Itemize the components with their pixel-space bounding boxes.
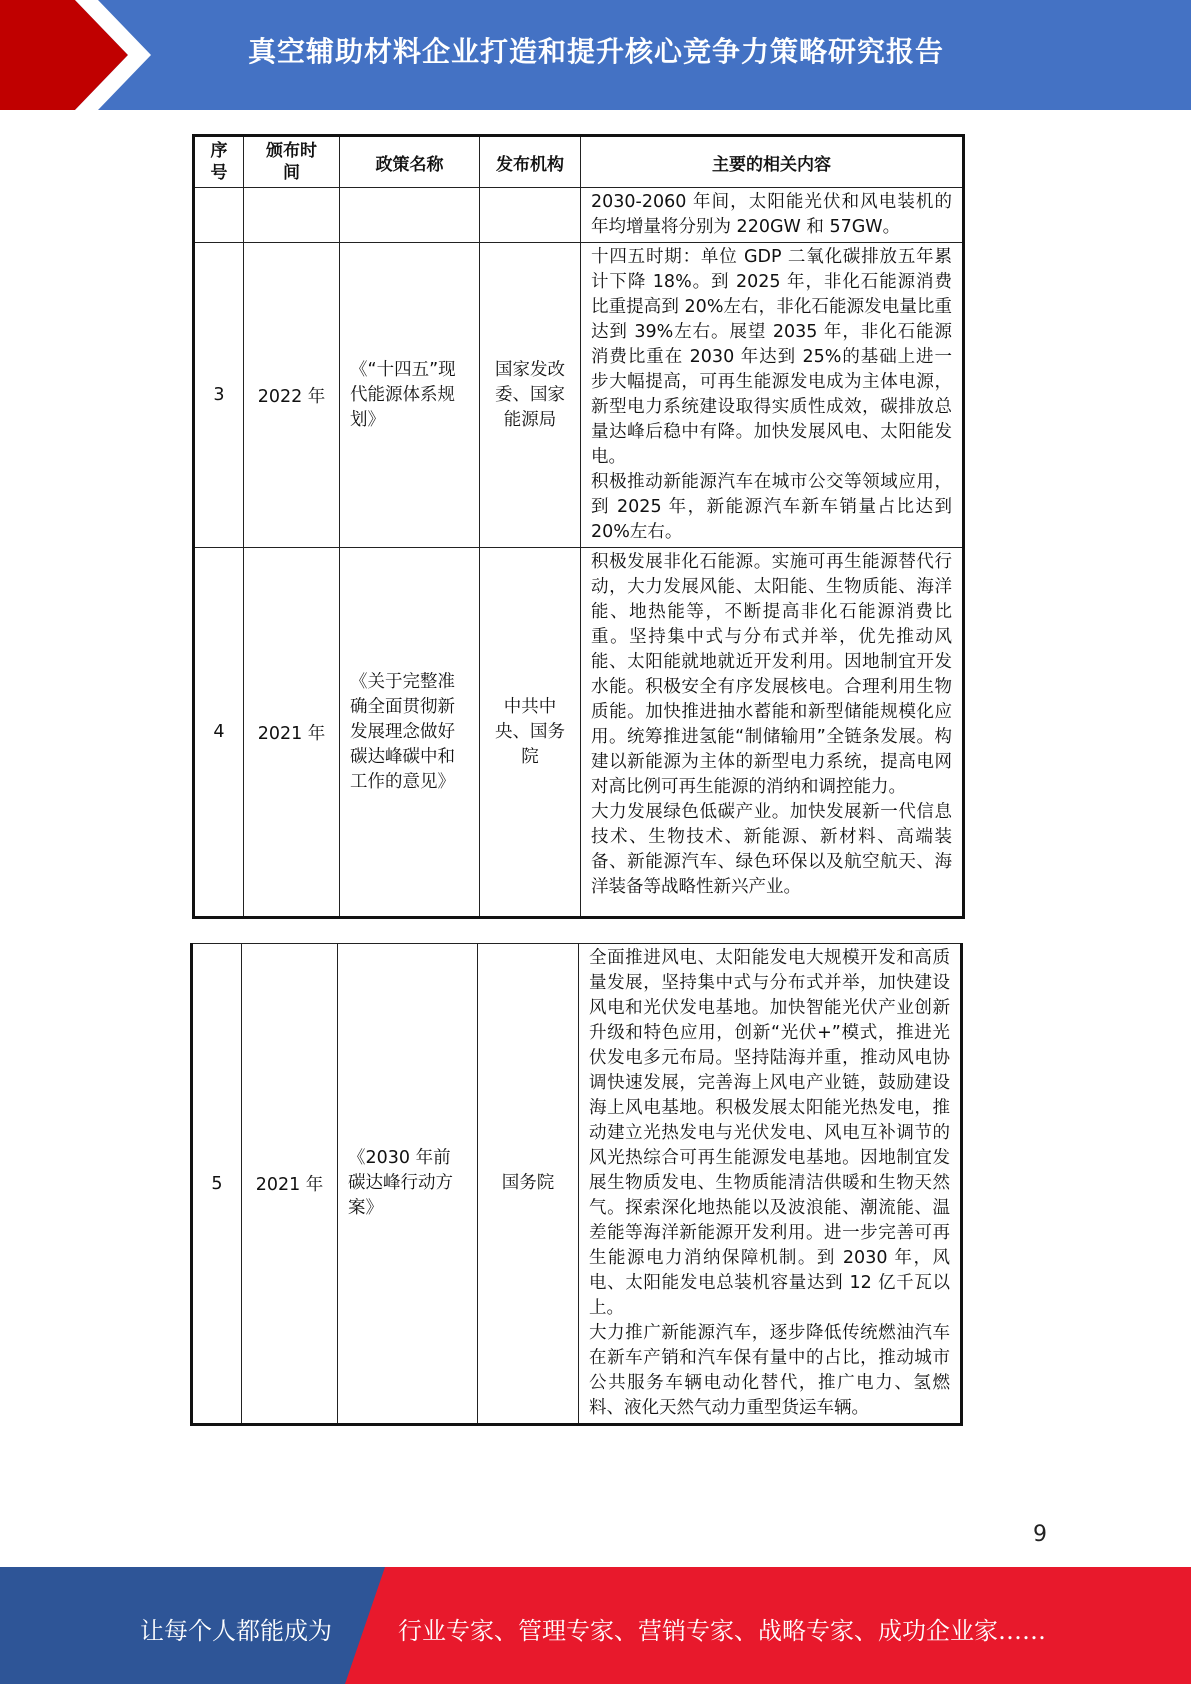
table-header-row [194,136,964,188]
content-paragraph: 积极发展非化石能源。实施可再生能源替代行动，大力发展风能、太阳能、生物质能、海洋能、地热能等，不断提高非化石能源消费比重。坚持集中式与分布式并举，优先推动风能、太阳能就地就近开发利用。因地制宜开发水能。积极安全有序发展核电。合理利用生物质能。加快推进抽水蓄能和新型储能规模化应用。统筹推进氢能“制储输用”全链条发展。构建以新能源为主体的新型电力系统，提高电网对高比例可再生能源的消纳和调控能力。 [591,552,952,797]
row-index [194,188,244,243]
row-content [581,188,964,243]
header-year: 颁布时间 [244,136,340,188]
header-policy-name: 政策名称 [340,136,480,188]
policy-table-part2 [190,943,963,1426]
row-org: 中共中央、国务院 [480,548,581,918]
header-index: 序号 [194,136,244,188]
row-policy-name: 《关于完整准确全面贯彻新发展理念做好碳达峰碳中和工作的意见》 [340,548,480,918]
page-number: 9 [1033,1522,1047,1547]
page-header [0,0,1191,110]
row-year [244,188,340,243]
row-org: 国家发改委、国家能源局 [480,243,581,548]
row-index: 5 [192,944,242,1425]
report-title: 真空辅助材料企业打造和提升核心竞争力策略研究报告 [248,35,945,68]
row-year: 2021 年 [242,944,338,1425]
page-footer [0,1567,1191,1684]
content-paragraph: 十四五时期：单位 GDP 二氧化碳排放五年累计下降 18%。到 2025 年，非化石能源消费比重提高到 20%左右，非化石能源发电量比重达到 39%左右。展望 2035 年，非化石能源消费比重在 2030 年达到 25%的基础上进一步大幅提高，可再生能源发电成为主体电源，新型电力系统建设取得实质性成效，碳排放总量达峰后稳中有降。加快发展风电、太阳能发电。 [591,247,952,467]
row-index: 4 [194,548,244,918]
table-row [194,188,964,243]
row-content [579,944,962,1425]
footer-slogan-left: 让每个人都能成为 [140,1617,332,1645]
content-paragraph: 2030-2060 年间，太阳能光伏和风电装机的年均增量将分别为 220GW 和 57GW。 [591,192,952,237]
content-paragraph: 大力推广新能源汽车，逐步降低传统燃油汽车在新车产销和汽车保有量中的占比，推动城市公共服务车辆电动化替代，推广电力、氢燃料、液化天然气动力重型货运车辆。 [589,1323,950,1418]
row-org: 国务院 [478,944,579,1425]
table-row [194,243,964,548]
header-org: 发布机构 [480,136,581,188]
row-policy-name: 《“十四五”现代能源体系规划》 [340,243,480,548]
policy-table-part1 [192,134,965,919]
row-content [581,243,964,548]
row-year: 2021 年 [244,548,340,918]
content-paragraph: 全面推进风电、太阳能发电大规模开发和高质量发展，坚持集中式与分布式并举，加快建设风电和光伏发电基地。加快智能光伏产业创新升级和特色应用，创新“光伏+”模式，推进光伏发电多元布局。坚持陆海并重，推动风电协调快速发展，完善海上风电产业链，鼓励建设海上风电基地。积极发展太阳能光热发电，推动建立光热发电与光伏发电、风电互补调节的风光热综合可再生能源发电基地。因地制宜发展生物质发电、生物质能清洁供暖和生物天然气。探索深化地热能以及波浪能、潮流能、温差能等海洋新能源开发利用。进一步完善可再生能源电力消纳保障机制。到 2030 年，风电、太阳能发电总装机容量达到 12 亿千瓦以上。 [589,948,950,1318]
row-policy-name: 《2030 年前碳达峰行动方案》 [338,944,478,1425]
row-org [480,188,581,243]
content-paragraph: 积极推动新能源汽车在城市公交等领域应用，到 2025 年，新能源汽车新车销量占比达到 20%左右。 [591,472,952,542]
content-paragraph: 大力发展绿色低碳产业。加快发展新一代信息技术、生物技术、新能源、新材料、高端装备、新能源汽车、绿色环保以及航空航天、海洋装备等战略性新兴产业。 [591,802,952,897]
row-content [581,548,964,918]
table-row [192,944,962,1425]
footer-slogan-right: 行业专家、管理专家、营销专家、战略专家、成功企业家…… [398,1617,1046,1645]
row-index: 3 [194,243,244,548]
header-content: 主要的相关内容 [581,136,964,188]
row-policy-name [340,188,480,243]
row-year: 2022 年 [244,243,340,548]
table-row [194,548,964,918]
